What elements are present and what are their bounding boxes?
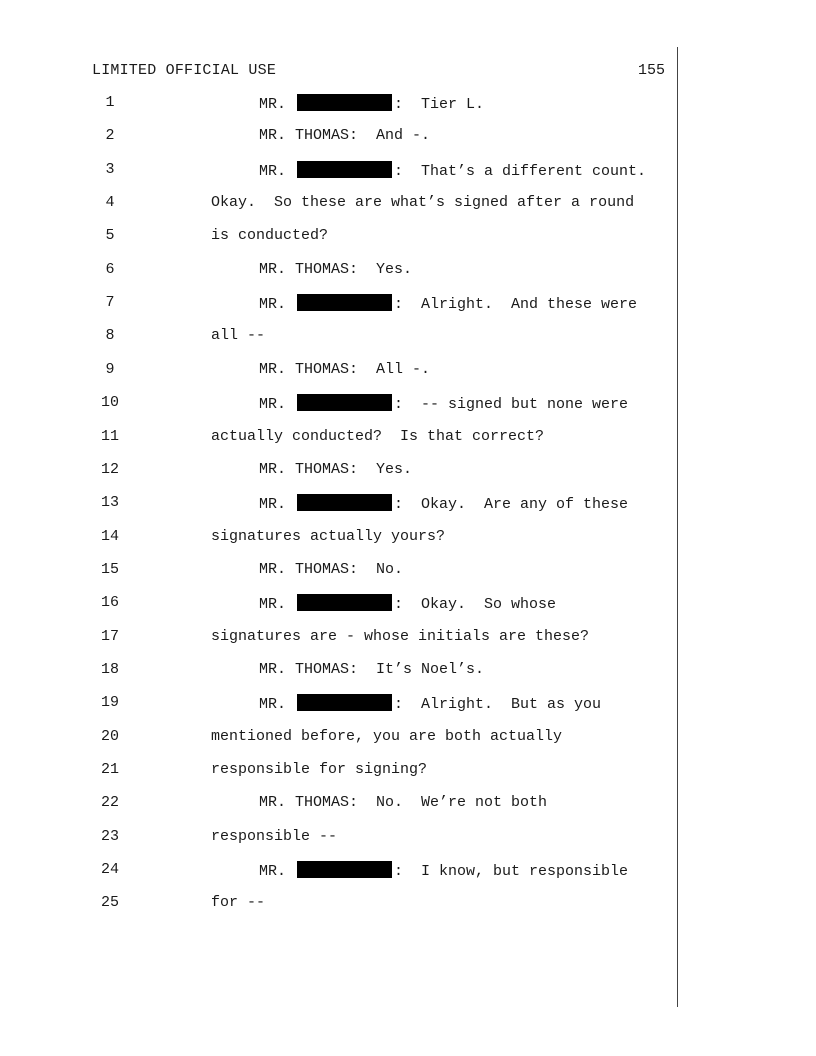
speaker-line: [259, 127, 430, 144]
line-number: 21: [100, 761, 119, 778]
transcript-line: [0, 894, 816, 914]
line-number: 1: [105, 94, 115, 111]
transcript-line: [0, 94, 816, 114]
speaker-text: MR. THOMAS: Yes.: [259, 261, 413, 278]
transcript-line: [0, 528, 816, 548]
speaker-text: MR. THOMAS: Yes.: [259, 461, 413, 478]
classification-header: LIMITED OFFICIAL USE: [92, 62, 277, 79]
transcript-line: [0, 227, 816, 247]
transcript-line: [0, 294, 816, 314]
speaker-text: MR.: [259, 863, 296, 880]
continuation-text: all --: [211, 327, 266, 344]
speaker-text: MR.: [259, 396, 296, 413]
spoken-text: : Alright. But as you: [394, 696, 602, 713]
speaker-text: MR. THOMAS: It’s Noel’s.: [259, 661, 485, 678]
speaker-text: MR.: [259, 163, 296, 180]
redaction-block: [297, 161, 392, 178]
continuation-text: signatures actually yours?: [211, 528, 446, 545]
speaker-line: [259, 361, 430, 378]
continuation-text: signatures are - whose initials are these?: [211, 628, 590, 645]
line-number: 19: [100, 694, 119, 711]
speaker-text: MR.: [259, 296, 296, 313]
transcript-line: [0, 661, 816, 681]
speaker-line: [259, 261, 412, 278]
line-number: 14: [100, 528, 119, 545]
continuation-text: for --: [211, 894, 266, 911]
line-number: 5: [105, 227, 115, 244]
continuation-text: is conducted?: [211, 227, 329, 244]
transcript-line: [0, 694, 816, 714]
speaker-text: MR. THOMAS: No.: [259, 561, 404, 578]
redaction-block: [297, 594, 392, 611]
continuation-text: responsible --: [211, 828, 338, 845]
speaker-text: MR. THOMAS: All -.: [259, 361, 431, 378]
speaker-line: [259, 294, 637, 313]
speaker-line: [259, 161, 646, 180]
speaker-text: MR.: [259, 596, 296, 613]
speaker-line: [259, 594, 556, 613]
redaction-block: [297, 94, 392, 111]
speaker-line: [259, 661, 484, 678]
transcript-line: [0, 428, 816, 448]
continuation-text: mentioned before, you are both actually: [211, 728, 563, 745]
transcript-line: [0, 461, 816, 481]
line-number: 2: [105, 127, 115, 144]
continuation-text: Okay. So these are what’s signed after a round: [211, 194, 635, 211]
transcript-line: [0, 794, 816, 814]
line-number: 23: [100, 828, 119, 845]
line-number: 13: [100, 494, 119, 511]
line-number: 16: [100, 594, 119, 611]
continuation-text: responsible for signing?: [211, 761, 428, 778]
transcript-line: [0, 628, 816, 648]
transcript-line: [0, 161, 816, 181]
line-number: 3: [105, 161, 115, 178]
transcript-line: [0, 494, 816, 514]
transcript-line: [0, 861, 816, 881]
speaker-text: MR. THOMAS: And -.: [259, 127, 431, 144]
transcript-line: [0, 561, 816, 581]
speaker-line: [259, 461, 412, 478]
spoken-text: : -- signed but none were: [394, 396, 629, 413]
speaker-line: [259, 861, 628, 880]
line-number: 4: [105, 194, 115, 211]
transcript-line: [0, 194, 816, 214]
speaker-text: MR.: [259, 496, 296, 513]
line-number: 17: [100, 628, 119, 645]
line-number: 10: [100, 394, 119, 411]
line-number: 9: [105, 361, 115, 378]
speaker-line: [259, 394, 628, 413]
speaker-line: [259, 794, 547, 811]
transcript-line: [0, 361, 816, 381]
redaction-block: [297, 494, 392, 511]
line-number: 11: [100, 428, 119, 445]
page-number: 155: [638, 62, 666, 79]
speaker-line: [259, 694, 601, 713]
transcript-line: [0, 327, 816, 347]
speaker-line: [259, 494, 628, 513]
line-number: 25: [100, 894, 119, 911]
line-number: 7: [105, 294, 115, 311]
continuation-text: actually conducted? Is that correct?: [211, 428, 545, 445]
line-number: 15: [100, 561, 119, 578]
line-number: 6: [105, 261, 115, 278]
transcript-line: [0, 127, 816, 147]
line-number: 24: [100, 861, 119, 878]
line-number: 22: [100, 794, 119, 811]
speaker-line: [259, 561, 403, 578]
spoken-text: : Okay. So whose: [394, 596, 557, 613]
line-number: 20: [100, 728, 119, 745]
redaction-block: [297, 694, 392, 711]
spoken-text: : I know, but responsible: [394, 863, 629, 880]
transcript-line: [0, 728, 816, 748]
line-number: 8: [105, 327, 115, 344]
redaction-block: [297, 294, 392, 311]
speaker-text: MR.: [259, 696, 296, 713]
spoken-text: : That’s a different count.: [394, 163, 647, 180]
transcript-line: [0, 394, 816, 414]
speaker-text: MR.: [259, 96, 296, 113]
redaction-block: [297, 394, 392, 411]
line-number: 12: [100, 461, 119, 478]
transcript-line: [0, 261, 816, 281]
transcript-line: [0, 594, 816, 614]
line-number: 18: [100, 661, 119, 678]
spoken-text: : Tier L.: [394, 96, 485, 113]
spoken-text: : Okay. Are any of these: [394, 496, 629, 513]
transcript-line: [0, 828, 816, 848]
speaker-text: MR. THOMAS: No. We’re not both: [259, 794, 548, 811]
spoken-text: : Alright. And these were: [394, 296, 638, 313]
redaction-block: [297, 861, 392, 878]
speaker-line: [259, 94, 484, 113]
transcript-line: [0, 761, 816, 781]
